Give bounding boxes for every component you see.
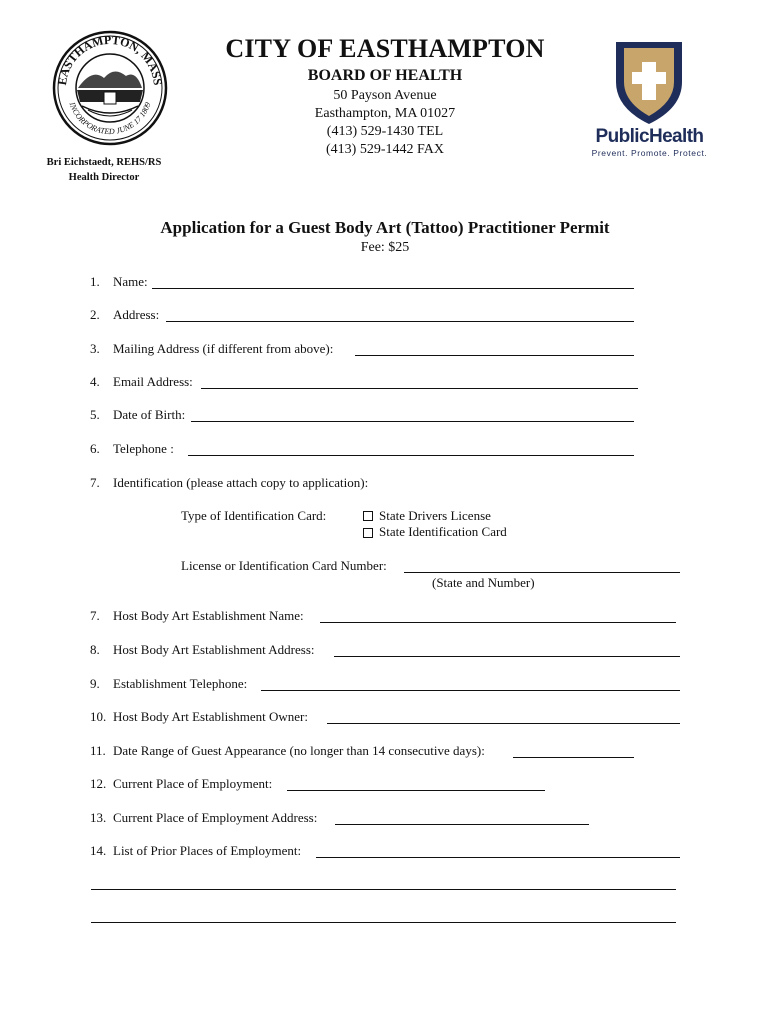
public-health-brand: PublicHealth (595, 126, 704, 147)
seal-top-text: EASTHAMPTON, MASS (54, 32, 165, 87)
dob-input-line[interactable] (191, 421, 634, 422)
id-number-label: License or Identification Card Number: (181, 558, 387, 573)
field-label: Mailing Address (if different from above): (113, 341, 334, 356)
director-title: Health Director (68, 172, 140, 183)
field-number: 1. (90, 274, 100, 289)
city-name: CITY OF EASTHAMPTON (225, 34, 545, 63)
current-employment-input-line[interactable] (287, 790, 545, 791)
current-employment-address-input-line[interactable] (335, 824, 589, 825)
field-label: Current Place of Employment: (113, 776, 273, 791)
host-address-input-line[interactable] (334, 656, 680, 657)
id-number-hint: (State and Number) (432, 575, 535, 590)
field-number: 14. (90, 843, 107, 858)
field-label: Date Range of Guest Appearance (no longer than 14 consecutive days): (113, 743, 485, 758)
mailing-address-input-line[interactable] (355, 355, 634, 356)
field-number: 8. (90, 642, 100, 657)
field-label: Email Address: (113, 374, 193, 389)
field-label: Host Body Art Establishment Address: (113, 642, 315, 657)
field-number: 11. (90, 743, 106, 758)
field-number: 12. (90, 776, 107, 791)
prior-employment-input-line[interactable] (316, 857, 680, 858)
field-label: Current Place of Employment Address: (113, 810, 318, 825)
field-number: 10. (90, 709, 107, 724)
establishment-telephone-input-line[interactable] (261, 690, 680, 691)
public-health-logo (582, 38, 717, 160)
field-number: 3. (90, 341, 100, 356)
host-name-input-line[interactable] (320, 622, 676, 623)
prior-employment-extra-line[interactable] (91, 889, 676, 890)
host-owner-input-line[interactable] (327, 723, 680, 724)
field-number: 4. (90, 374, 100, 389)
field-number: 13. (90, 810, 107, 825)
board-name: BOARD OF HEALTH (307, 67, 463, 84)
field-label: Identification (please attach copy to application): (113, 475, 369, 490)
prior-employment-extra-line[interactable] (91, 922, 676, 923)
field-number: 6. (90, 441, 100, 456)
drivers-license-checkbox[interactable] (363, 511, 373, 521)
address-input-line[interactable] (166, 321, 634, 322)
public-health-tagline: Prevent. Promote. Protect. (591, 148, 708, 158)
field-number: 5. (90, 407, 100, 422)
address-line-1: 50 Payson Avenue (333, 88, 437, 103)
field-label: Host Body Art Establishment Owner: (113, 709, 308, 724)
name-input-line[interactable] (152, 288, 634, 289)
field-label: List of Prior Places of Employment: (113, 843, 302, 858)
field-number: 7. (90, 475, 100, 490)
email-input-line[interactable] (201, 388, 638, 389)
field-label: Establishment Telephone: (113, 676, 248, 691)
field-label: Date of Birth: (113, 407, 186, 422)
field-number: 2. (90, 307, 100, 322)
field-label: Telephone : (113, 441, 174, 456)
id-type-label: Type of Identification Card: (181, 508, 327, 523)
field-label: Address: (113, 307, 160, 322)
date-range-input-line[interactable] (513, 757, 634, 758)
field-number: 7. (90, 608, 100, 623)
drivers-license-option: State Drivers License (379, 508, 491, 523)
shield-icon (582, 38, 717, 128)
id-number-input-line[interactable] (404, 572, 680, 573)
address-line-2: Easthampton, MA 01027 (314, 106, 456, 121)
phone-tel: (413) 529-1430 TEL (326, 124, 444, 139)
state-id-checkbox[interactable] (363, 528, 373, 538)
seal-bottom-text: INCORPORATED JUNE 17 1809 (67, 101, 153, 137)
phone-fax: (413) 529-1442 FAX (326, 142, 444, 157)
field-label: Host Body Art Establishment Name: (113, 608, 304, 623)
form-fee: Fee: $25 (360, 240, 410, 255)
director-name: Bri Eichstaedt, REHS/RS (46, 157, 162, 168)
field-label: Name: (113, 274, 148, 289)
state-id-option: State Identification Card (379, 524, 507, 539)
telephone-input-line[interactable] (188, 455, 634, 456)
form-title: Application for a Guest Body Art (Tattoo) Practitioner Permit (160, 218, 610, 237)
field-number: 9. (90, 676, 100, 691)
